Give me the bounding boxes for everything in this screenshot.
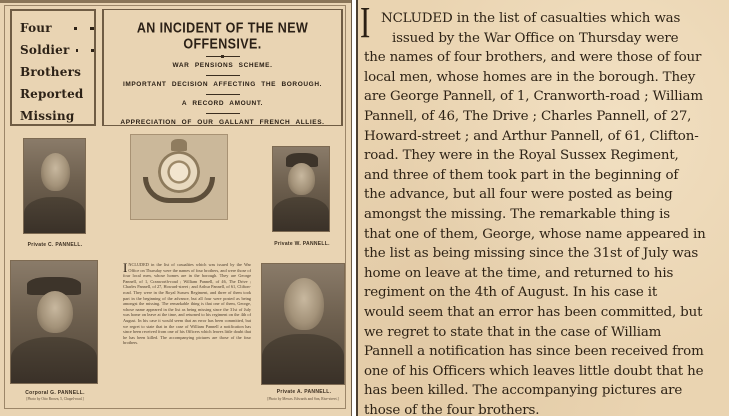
- divider: [206, 56, 240, 57]
- top-rule: [0, 0, 352, 3]
- photo-caption: Private C. PANNELL.: [27, 242, 83, 248]
- article-line: one of his Officers which leaves little doubt that he: [364, 363, 704, 379]
- photo-credit: [Photo by Messrs. Edwards and Son, Rise-street.]: [267, 397, 339, 401]
- divider: [206, 75, 240, 76]
- article-line: that one of them, George, whose name appeared in: [364, 226, 706, 242]
- article-line: amongst the missing. The remarkable thing is: [364, 206, 670, 222]
- subhead: APPRECIATION OF OUR GALLANT FRENCH ALLIES.: [120, 119, 325, 126]
- photo-private-c-pannell: [23, 138, 86, 234]
- article-line: regiment on the 4th of August. In his case it: [364, 285, 658, 301]
- article-line: local men, whose homes are in the borough. They: [364, 69, 696, 85]
- divider: [206, 94, 240, 95]
- article-line: those of the four brothers.: [364, 402, 540, 416]
- portrait-head: [284, 278, 324, 330]
- article-line: the advance, but all four were posted as being: [364, 187, 673, 203]
- sidebar-item-label: Reported: [20, 87, 84, 101]
- portrait-head: [37, 291, 73, 333]
- sidebar-item-brothers: [20, 61, 94, 83]
- divider: [206, 113, 240, 114]
- bullet-icon: [74, 27, 78, 30]
- portrait-body: [273, 197, 329, 231]
- article-text: [364, 9, 724, 416]
- article-line: has been killed. The accompanying pictures are: [364, 383, 683, 399]
- sidebar-item-label: Four: [20, 21, 52, 35]
- crown-icon: [171, 139, 187, 151]
- article-line: would seem that an error has been committed, but: [364, 304, 703, 320]
- sidebar-item-label: Soldier: [20, 43, 70, 57]
- article-line: road. They were in the Royal Sussex Regiment,: [364, 148, 679, 164]
- subhead: A RECORD AMOUNT.: [181, 100, 264, 107]
- article-body: NCLUDED in the list of casualties which was issued by the War Office on Thursday were the names of four brothers, and were those of four local men, whose homes are in the borough. They are George Pannell, of 1, Cranworth-road ; William Pannell, of 46, The Drive ; Charles Pannell, of 27, Howard-street ; and Arthur Pannell, of 61, Clifton-road. They were in the Royal Sussex Regiment, and three of them took part in the beginning of the advance, but all four were posted as being amongst the missing. The remarkable thing is that one of them, George, whose name appeared in the list as being missing since the 31st of July was home on leave at the time, and returned to his regiment on the 4th of August. In his case it would seem that an error has been committed, but we regret to state that in the case of William Pannell a notification has since been received from one of his Officers which leaves little doubt that he has been killed. The accompanying pictures are those of the four brothers.: [123, 262, 251, 346]
- article-line: Pannell, of 46, The Drive ; Charles Pannell, of 27,: [364, 108, 692, 124]
- article-line: the names of four brothers, and were those of four: [364, 50, 702, 66]
- headline-title: AN INCIDENT OF THE NEW OFFENSIVE.: [136, 19, 309, 53]
- bullet-icon: [90, 27, 94, 30]
- portrait-body: [262, 334, 344, 384]
- sidebar-item-missing: [20, 105, 94, 127]
- bullet-icon: [76, 49, 79, 52]
- photo-credit: [Photo by Otto Brown, 5, Chapel-road.]: [26, 397, 84, 401]
- article-line: are George Pannell, of 1, Cranworth-road ; William: [364, 89, 703, 105]
- article-zoom-panel: [356, 0, 729, 416]
- sidebar-item-reported: [20, 83, 94, 105]
- article-line: issued by the War Office on Thursday were: [392, 30, 679, 46]
- sidebar-item-label: Brothers: [20, 65, 82, 79]
- photo-private-a-pannell: [261, 263, 345, 385]
- ribbon-icon: [143, 177, 215, 203]
- photo-corporal-g-pannell: [10, 260, 98, 384]
- regimental-badge-image: [130, 134, 228, 220]
- portrait-head: [288, 163, 315, 195]
- portrait-body: [11, 337, 97, 383]
- sidebar-item-label: Missing: [20, 109, 75, 123]
- article-line: we regret to state that in the case of William: [364, 324, 662, 340]
- subhead: WAR PENSIONS SCHEME.: [172, 62, 273, 69]
- headline-box: [102, 9, 343, 126]
- photo-private-w-pannell: [272, 146, 330, 232]
- article-line: NCLUDED in the list of casualties which was: [381, 11, 681, 26]
- sidebar-item-soldier: [20, 39, 94, 61]
- photo-caption: Private W. PANNELL.: [274, 241, 330, 247]
- article-line: Pannell a notification has since been received from: [364, 344, 704, 360]
- article-line: home on leave at the time, and returned to his: [364, 265, 674, 281]
- portrait-head: [41, 153, 70, 191]
- article-thumbnail-text: [123, 262, 251, 392]
- photo-caption: Private A. PANNELL.: [276, 389, 332, 395]
- bullet-icon: [91, 49, 94, 52]
- article-line: the list as being missing since the 31st of July was: [364, 246, 699, 262]
- subhead: IMPORTANT DECISION AFFECTING THE BOROUGH.: [122, 81, 323, 88]
- sidebar-title-box: [10, 9, 96, 126]
- photo-caption: Corporal G. PANNELL.: [25, 390, 85, 396]
- sidebar-item-four: [20, 17, 94, 39]
- drop-cap: I: [360, 0, 371, 47]
- drop-cap: I: [123, 262, 128, 275]
- article-line: and three of them took part in the beginning of: [364, 167, 679, 183]
- article-line: Howard-street ; and Arthur Pannell, of 61, Clifton-: [364, 128, 699, 144]
- newspaper-page-scan: [0, 0, 352, 416]
- portrait-body: [24, 197, 85, 233]
